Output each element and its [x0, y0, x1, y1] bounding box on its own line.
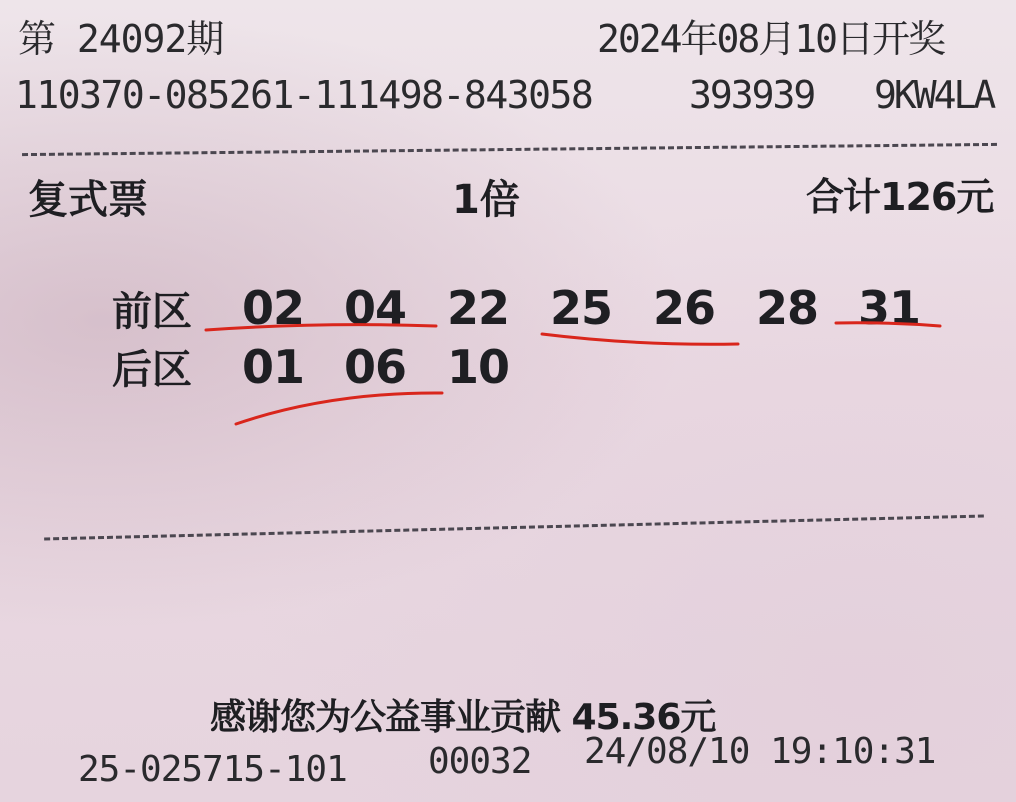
- verify-code: 393939: [689, 73, 815, 117]
- back-number-2: 06: [344, 340, 407, 394]
- back-number-1: 01: [242, 340, 305, 394]
- front-number-5: 26: [653, 281, 716, 335]
- back-number-3: 10: [447, 340, 510, 394]
- front-number-6: 28: [756, 281, 819, 335]
- front-number-2: 04: [344, 281, 407, 335]
- issue-number: 第 24092期: [18, 17, 224, 61]
- underline-front-02-04: [206, 325, 436, 330]
- ticket-multiple: 1倍: [452, 177, 520, 223]
- station-id: 25-025715-101: [78, 749, 347, 790]
- check-code: 9KW4LA: [874, 73, 994, 117]
- sequence-number: 00032: [428, 741, 532, 782]
- serial-number: 110370-085261-111498-843058: [15, 73, 593, 117]
- front-zone-label: 前区: [112, 289, 192, 335]
- underline-front-31: [836, 323, 940, 326]
- charity-contribution: 感谢您为公益事业贡献 45.36元: [210, 697, 716, 738]
- front-number-3: 22: [447, 281, 510, 335]
- ticket-total: 合计126元: [806, 175, 994, 219]
- draw-date: 2024年08月10日开奖: [597, 17, 945, 61]
- front-number-1: 02: [242, 281, 305, 335]
- back-zone-label: 后区: [112, 347, 192, 393]
- underline-front-25-26: [542, 334, 738, 344]
- print-datetime: 24/08/10 19:10:31: [584, 731, 936, 772]
- front-number-7: 31: [858, 281, 921, 335]
- front-number-4: 25: [550, 281, 613, 335]
- ticket-type: 复式票: [28, 177, 148, 223]
- underline-back-01-06: [236, 393, 442, 424]
